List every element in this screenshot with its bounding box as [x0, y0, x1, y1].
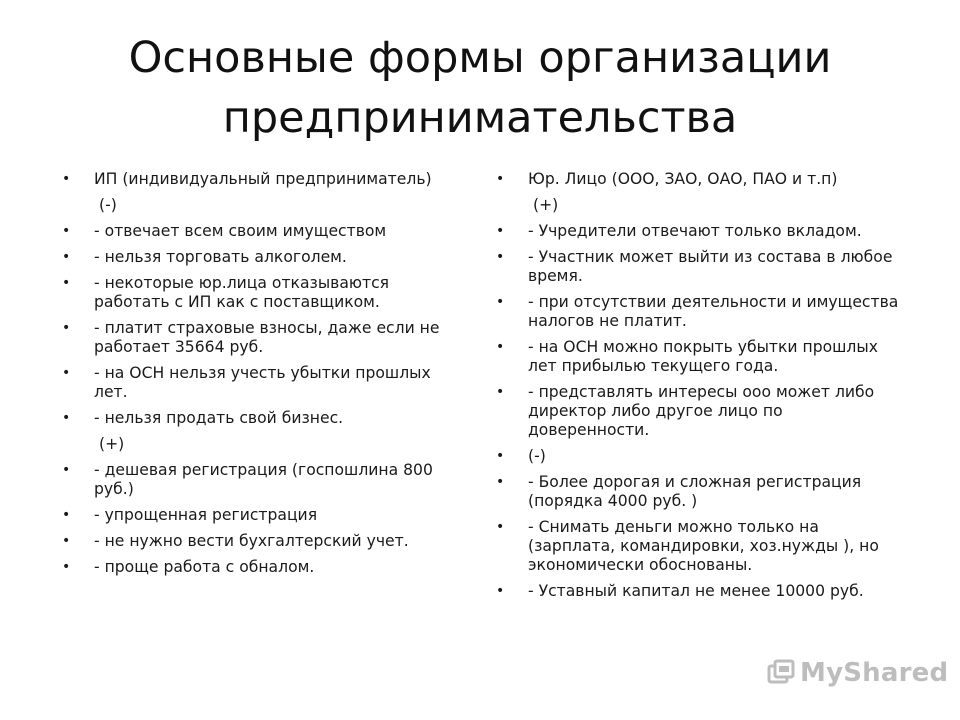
slide-title-line-1: Основные формы организации — [128, 33, 832, 83]
left_column-item: • - дешевая регистрация (госпошлина 800 руб.) — [62, 461, 462, 499]
left_column-item: • - упрощенная регистрация — [62, 506, 462, 525]
left_column-item: (-) — [99, 196, 117, 214]
myshared-watermark — [766, 658, 948, 688]
right_column-item: • - Более дорогая и сложная регистрация (порядка 4000 руб. ) — [496, 473, 906, 511]
left_column-item: • - проще работа с обналом. — [62, 558, 462, 577]
right_column-item: (+) — [533, 196, 559, 214]
right_column-item: • - на ОСН можно покрыть убытки прошлых лет прибылью текущего года. — [496, 338, 906, 376]
left_column-item: • - некоторые юр.лица отказываются работать с ИП как с поставщиком. — [62, 274, 462, 312]
right_column-item: • Юр. Лицо (ООО, ЗАО, ОАО, ПАО и т.п) — [496, 170, 906, 189]
left_column-item: • - на ОСН нельзя учесть убытки прошлых лет. — [62, 364, 462, 402]
left_column-item: • - платит страховые взносы, даже если не работает 35664 руб. — [62, 319, 462, 357]
right_column-item: • - Снимать деньги можно только на (зарплата, командировки, хоз.нужды ), но экономически обоснованы. — [496, 518, 906, 575]
right-column-legal-entity — [496, 170, 906, 608]
right_column-item: • - при отсутствии деятельности и имущества налогов не платит. — [496, 293, 906, 331]
right_column-item: • - Участник может выйти из состава в любое время. — [496, 248, 906, 286]
left_column-item: • ИП (индивидуальный предприниматель) — [62, 170, 462, 189]
left_column-item: (+) — [99, 435, 125, 453]
left_column-item: • - отвечает всем своим имуществом — [62, 222, 462, 241]
left-column-ip — [62, 170, 462, 584]
right_column-item: • (-) — [496, 447, 906, 466]
slide-title-line-2: предпринимательства — [222, 93, 738, 143]
watermark-text: MyShared — [800, 658, 949, 688]
right_column-item: • - представлять интересы ооо может либо директор либо другое лицо по доверенности. — [496, 383, 906, 440]
myshared-logo-icon — [766, 658, 796, 688]
left_column-item: • - не нужно вести бухгалтерский учет. — [62, 532, 462, 551]
right-bullet-list — [496, 170, 906, 601]
left_column-item: • - нельзя продать свой бизнес. — [62, 409, 462, 428]
left_column-item: • - нельзя торговать алкоголем. — [62, 248, 462, 267]
left-bullet-list — [62, 170, 462, 577]
right_column-item: • - Учредители отвечают только вкладом. — [496, 222, 906, 241]
slide-title — [60, 28, 900, 148]
right_column-item: • - Уставный капитал не менее 10000 руб. — [496, 582, 906, 601]
